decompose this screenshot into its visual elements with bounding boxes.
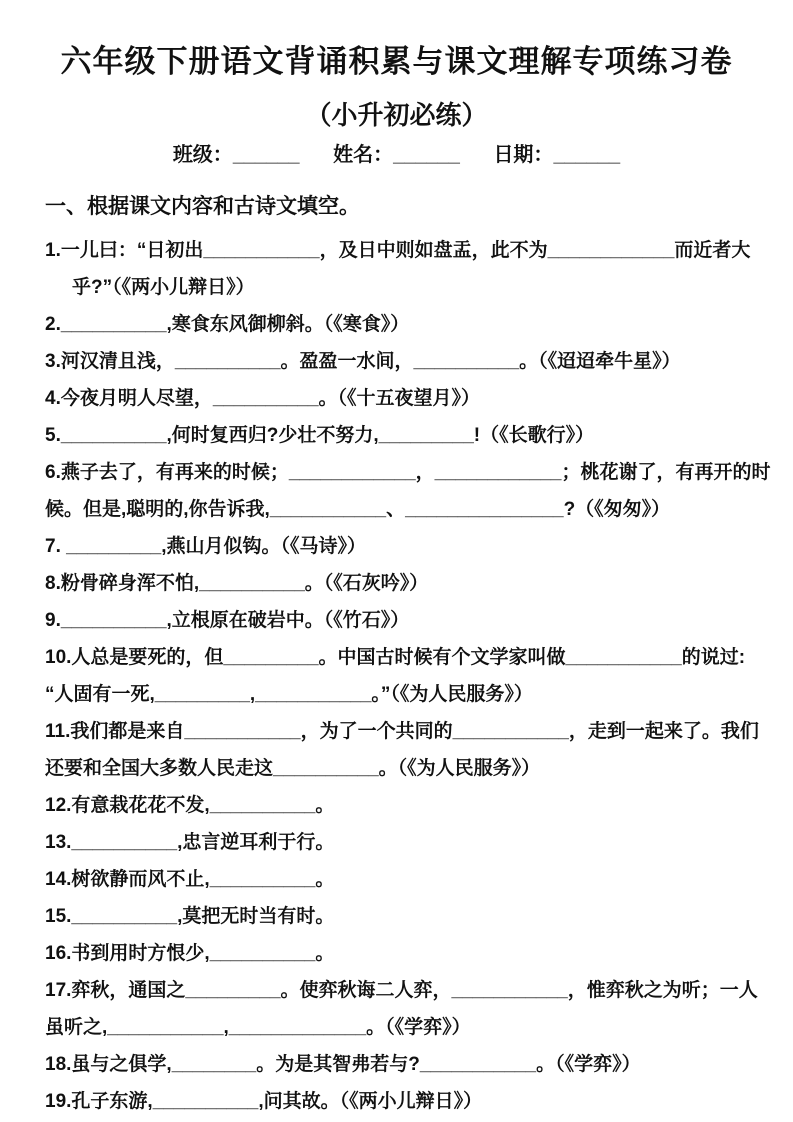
question-list bbox=[45, 232, 771, 1120]
question-line: 9.__________,立根原在破岩中。（《竹石》） bbox=[45, 610, 410, 631]
question-line: 候。但是,聪明的,你告诉我,___________、_______________?（《匆匆》） bbox=[45, 499, 671, 520]
date-field bbox=[493, 144, 620, 166]
question-line: 虽听之,___________,_____________。（《学弈》） bbox=[45, 1017, 471, 1038]
section-heading: 一、根据课文内容和古诗文填空。 bbox=[45, 195, 360, 218]
question-line: 14.树欲静而风不止,__________。 bbox=[45, 869, 335, 890]
header-fields bbox=[0, 142, 793, 168]
question-line: 19.孔子东游,__________,问其故。（《两小儿辩日》） bbox=[45, 1091, 483, 1112]
name-field bbox=[333, 144, 460, 166]
question-line: 7. _________,燕山月似钩。（《马诗》） bbox=[45, 536, 367, 557]
question-line: 2.__________,寒食东风御柳斜。（《寒食》） bbox=[45, 314, 410, 335]
question-line: 16.书到用时方恨少,__________。 bbox=[45, 943, 335, 964]
question-line: 8.粉骨碎身浑不怕,__________。（《石灰吟》） bbox=[45, 573, 429, 594]
class-field bbox=[173, 144, 300, 166]
page-title: 六年级下册语文背诵积累与课文理解专项练习卷 bbox=[60, 44, 733, 79]
question-line: 1.一儿曰：“日初出___________，及日中则如盘盂，此不为____________而近者大 bbox=[45, 240, 751, 261]
question-line: 3.河汉清且浅，__________。盈盈一水间，__________。（《迢迢牵牛星》） bbox=[45, 351, 681, 372]
name-field-label: 姓名： bbox=[333, 144, 394, 166]
question-line: 4.今夜月明人尽望，__________。（《十五夜望月》） bbox=[45, 388, 481, 409]
question-line: 18.虽与之俱学,________。为是其智弗若与?___________。（《学弈》） bbox=[45, 1054, 641, 1075]
question-line: “人固有一死,_________,___________。”（《为人民服务》） bbox=[45, 684, 533, 705]
question-line: 10.人总是要死的，但_________。中国古时候有个文学家叫做___________的说过: bbox=[45, 647, 746, 668]
question-line: 17.弈秋，通国之_________。使弈秋诲二人弈，___________，惟弈秋之为听；一人 bbox=[45, 980, 758, 1001]
question-line: 13.__________,忠言逆耳利于行。 bbox=[45, 832, 335, 853]
page-subtitle: （小升初必练） bbox=[305, 100, 488, 130]
question-line: 5.__________,何时复西归?少壮不努力,_________!（《长歌行》） bbox=[45, 425, 595, 446]
question-line: 15.__________,莫把无时当有时。 bbox=[45, 906, 335, 927]
class-field-blank: ______ bbox=[232, 144, 300, 166]
question-line: 12.有意栽花花不发,__________。 bbox=[45, 795, 335, 816]
question-line: 11.我们都是来自___________，为了一个共同的___________，走到一起来了。我们 bbox=[45, 721, 759, 742]
question-line: 还要和全国大多数人民走这__________。（《为人民服务》） bbox=[45, 758, 541, 779]
name-field-blank: ______ bbox=[393, 144, 460, 166]
question-line: 6.燕子去了，有再来的时候；____________，____________；桃花谢了，有再开的时 bbox=[45, 462, 771, 483]
question-line: 乎?”（《两小儿辩日》） bbox=[72, 277, 255, 298]
date-field-blank: ______ bbox=[553, 144, 621, 166]
date-field-label: 日期： bbox=[493, 144, 554, 166]
class-field-label: 班级： bbox=[172, 144, 233, 166]
